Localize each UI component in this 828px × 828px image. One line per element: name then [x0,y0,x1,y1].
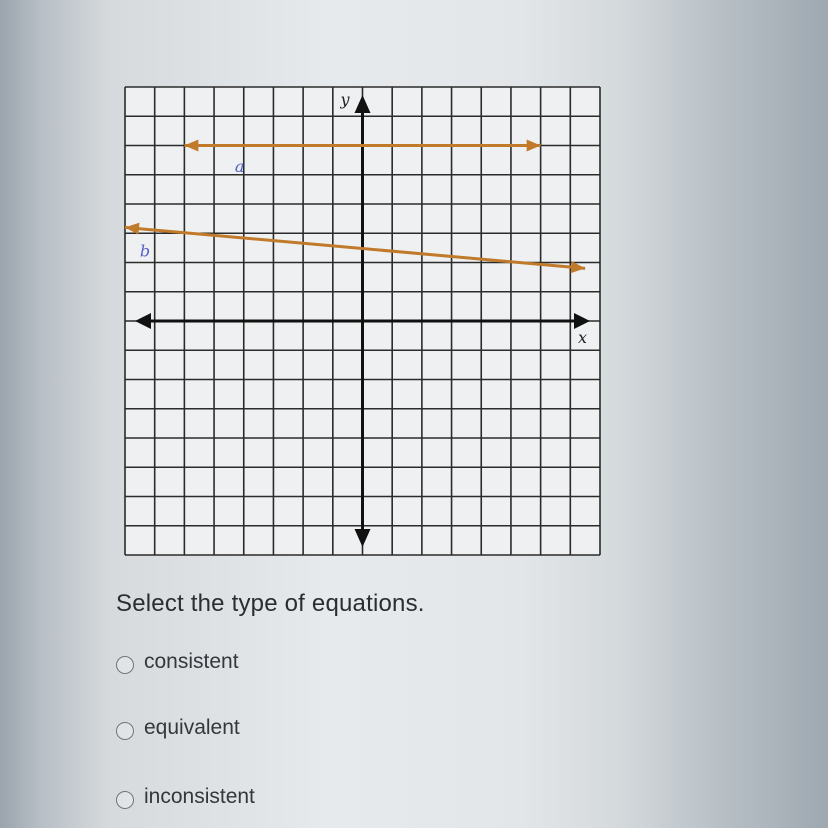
option-label: inconsistent [144,785,255,808]
radio-button[interactable] [116,791,134,809]
option-equivalent[interactable] [116,716,240,740]
question-prompt: Select the type of equations. [116,590,425,617]
x-axis-label: x [578,328,588,347]
graph-canvas [125,87,600,555]
line-a-label: a [234,156,245,176]
radio-button[interactable] [116,656,134,674]
option-label: consistent [144,650,239,673]
radio-button[interactable] [116,722,134,740]
option-consistent[interactable] [116,650,239,674]
option-label: equivalent [144,716,240,739]
y-axis-label: y [340,90,350,109]
option-inconsistent[interactable] [116,785,255,809]
coordinate-graph [125,87,600,555]
line-b-label: b [139,241,151,261]
